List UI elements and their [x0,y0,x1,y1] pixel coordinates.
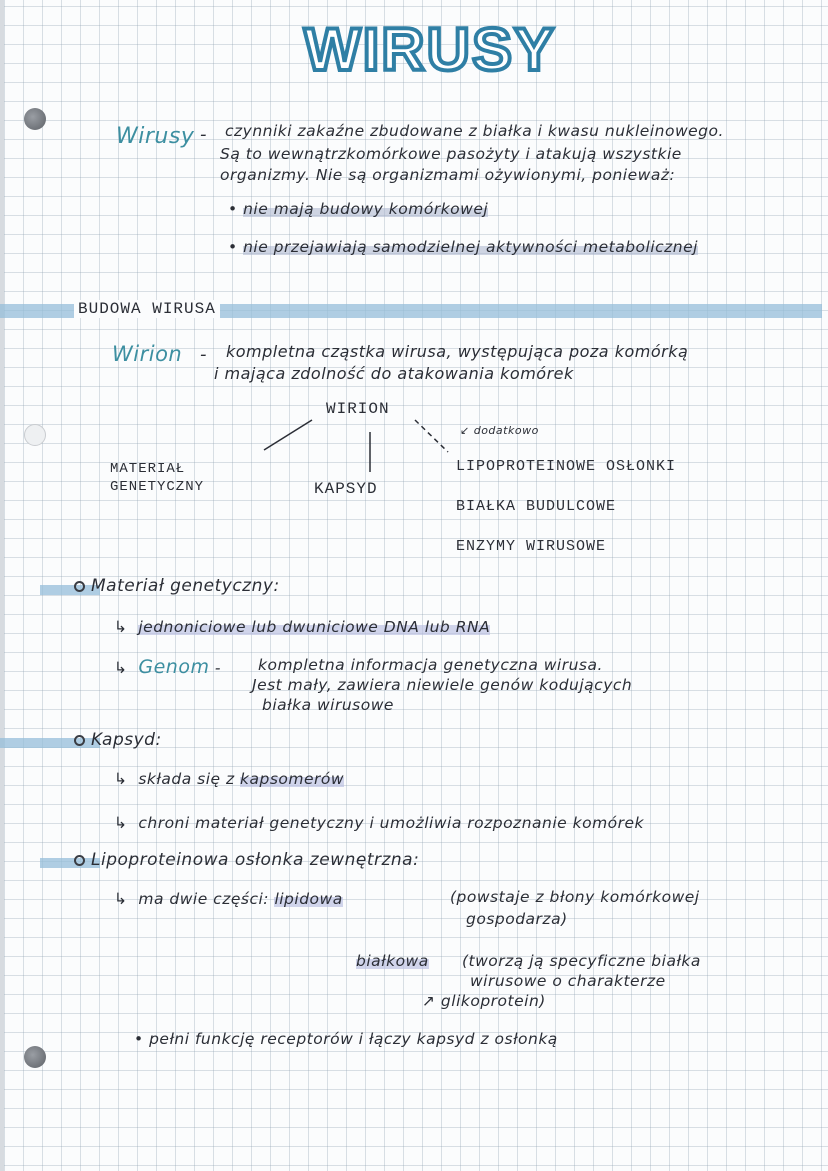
arrow-icon: ↳ [114,770,128,788]
arrow-icon: ↳ [114,659,128,677]
part-desc: wirusowe o charakterze [470,972,666,990]
intro-line: czynniki zakaźne zbudowane z białka i kwasu nukleinowego. [225,122,724,140]
diagram-note: ↙ dodatkowo [460,424,539,437]
punch-hole [24,1046,46,1068]
bullet-icon: • [228,238,238,256]
list-item: ↳ Genom - [114,656,221,678]
arrow-icon: ↳ [114,814,128,832]
list-item: • pełni funkcję receptorów i łączy kapsyd z osłonką [134,1030,558,1048]
genom-line: Jest mały, zawiera niewiele genów kodujących [252,676,633,694]
bullet-icon: • [228,200,238,218]
intro-line: Są to wewnątrzkomórkowe pasożyty i atakują wszystkie [220,145,682,163]
part-desc: (tworzą ją specyficzne białka [462,952,701,970]
heading-kapsyd: Kapsyd: [74,730,162,750]
list-item: ↳ składa się z kapsomerów [114,770,345,788]
part-desc: ↗ glikoprotein) [422,992,546,1010]
wirion-line: i mająca zdolność do atakowania komórek [214,364,574,383]
arrow-icon: ↳ [114,890,128,908]
arrow-icon: ↳ [114,618,128,636]
svg-text:WIRUSY: WIRUSY [304,16,556,83]
list-item: ↳ jednoniciowe lub dwuniciowe DNA lub RNA [114,618,491,636]
genom-line: białka wirusowe [262,696,394,714]
diagram-kapsyd: KAPSYD [314,480,378,498]
bullet-icon [74,581,85,592]
diagram-material: MATERIAŁ GENETYCZNY [110,461,205,495]
definition-dash: - [200,344,207,365]
section-heading: BUDOWA WIRUSA [74,300,220,318]
bullet-icon [74,735,85,746]
term-wirusy: Wirusy [116,124,195,149]
genom-line: kompletna informacja genetyczna wirusa. [258,656,603,674]
list-item: • nie mają budowy komórkowej [228,200,489,218]
bullet-icon [74,855,85,866]
list-item: ↳ chroni materiał genetyczny i umożliwia rozpoznanie komórek [114,814,645,832]
wirion-line: kompletna cząstka wirusa, występująca poza komórką [226,342,689,361]
part-desc: gospodarza) [466,910,568,928]
diagram-item: LIPOPROTEINOWE OSŁONKI [456,458,677,475]
diagram-item: ENZYMY WIRUSOWE [456,538,607,555]
heading-material: Materiał genetyczny: [74,576,280,596]
heading-oslonka: Lipoproteinowa osłonka zewnętrzna: [74,850,419,870]
intro-line: organizmy. Nie są organizmami ożywionymi, ponieważ: [220,166,676,184]
list-item: • nie przejawiają samodzielnej aktywności metabolicznej [228,238,698,256]
diagram-item: BIAŁKA BUDULCOWE [456,498,617,515]
part-label: białkowa [356,952,429,970]
diagram-center: WIRION [326,400,390,418]
list-item: ↳ ma dwie części: lipidowa [114,890,343,908]
bullet-icon: • [134,1030,144,1048]
definition-dash: - [200,124,207,145]
part-desc: (powstaje z błony komórkowej [450,888,700,906]
term-wirion: Wirion [112,342,183,366]
